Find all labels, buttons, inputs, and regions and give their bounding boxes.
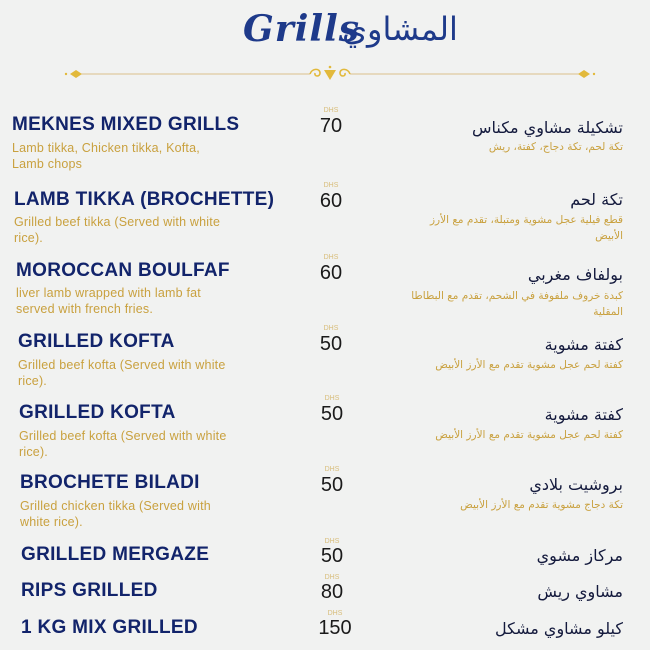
ornamental-divider-icon bbox=[60, 64, 600, 84]
price-currency: DHS bbox=[323, 254, 339, 261]
section-title-english: Grills bbox=[243, 8, 361, 50]
item-name: 1 KG MIX GRILLED bbox=[21, 617, 198, 638]
item-name: MEKNES MIXED GRILLS bbox=[12, 114, 240, 135]
item-name-arabic: تشكيلة مشاوي مكناس bbox=[471, 118, 623, 137]
item-name-arabic: كيلو مشاوي مشكل bbox=[495, 619, 623, 638]
item-price: 50 bbox=[320, 403, 344, 425]
item-name: BROCHETE BILADI bbox=[20, 472, 200, 493]
menu-header bbox=[0, 0, 650, 90]
item-price: 60 bbox=[319, 190, 343, 212]
item-description-arabic: كفتة لحم عجل مشوية تقدم مع الأرز الأبيض bbox=[435, 359, 623, 371]
item-name-arabic: بروشيت بلادي bbox=[529, 475, 623, 494]
item-name-arabic: كفتة مشوية bbox=[544, 335, 623, 354]
price-currency: DHS bbox=[324, 574, 340, 581]
item-price: 70 bbox=[319, 115, 343, 137]
item-description-arabic: قطع فيلية عجل مشوية ومتبلة، تقدم مع الأرز الأبيض bbox=[429, 214, 623, 242]
item-price: 50 bbox=[320, 474, 344, 496]
item-name: LAMB TIKKA (BROCHETTE) bbox=[14, 189, 275, 210]
item-description-arabic: كفتة لحم عجل مشوية تقدم مع الأرز الأبيض bbox=[435, 429, 623, 441]
item-description: Grilled beef kofta (Served with white rice). bbox=[19, 429, 227, 459]
price-currency: DHS bbox=[324, 466, 340, 473]
item-description: Grilled beef kofta (Served with white rice). bbox=[18, 358, 226, 388]
item-price: 80 bbox=[320, 581, 344, 603]
item-name: GRILLED MERGAZE bbox=[21, 544, 210, 565]
item-name-arabic: كفتة مشوية bbox=[544, 405, 623, 424]
item-name: GRILLED KOFTA bbox=[18, 331, 175, 352]
price-currency: DHS bbox=[327, 610, 343, 617]
item-name: MOROCCAN BOULFAF bbox=[16, 260, 230, 281]
price-currency: DHS bbox=[324, 538, 340, 545]
item-description-arabic: تكة دجاج مشوية تقدم مع الأرز الأبيض bbox=[460, 499, 623, 511]
price-currency: DHS bbox=[323, 182, 339, 189]
item-description: Grilled chicken tikka (Served with white rice). bbox=[20, 499, 211, 529]
item-name-arabic: مركاز مشوي bbox=[536, 546, 623, 565]
item-description: Grilled beef tikka (Served with white rice). bbox=[14, 215, 221, 245]
item-name: GRILLED KOFTA bbox=[19, 402, 176, 423]
item-description-arabic: كبدة خروف ملفوفة في الشحم، تقدم مع البطاطا المقلية bbox=[411, 290, 623, 318]
section-title-arabic: المشاوي bbox=[342, 10, 458, 48]
price-currency: DHS bbox=[323, 107, 339, 114]
item-price: 60 bbox=[319, 262, 343, 284]
item-name-arabic: مشاوي ريش bbox=[537, 582, 623, 601]
item-price: 50 bbox=[319, 333, 343, 355]
item-price: 150 bbox=[318, 617, 352, 639]
price-currency: DHS bbox=[324, 395, 340, 402]
price-currency: DHS bbox=[323, 325, 339, 332]
item-name-arabic: بولفاف مغربي bbox=[527, 265, 623, 284]
item-description-arabic: تكة لحم، تكة دجاج، كفتة، ريش bbox=[488, 141, 623, 153]
item-name: RIPS GRILLED bbox=[21, 580, 158, 601]
item-description: liver lamb wrapped with lamb fat served with french fries. bbox=[16, 286, 201, 316]
item-price: 50 bbox=[320, 545, 344, 567]
item-name-arabic: تكة لحم bbox=[570, 190, 623, 209]
item-description: Lamb tikka, Chicken tikka, Kofta, Lamb chops bbox=[12, 141, 200, 171]
